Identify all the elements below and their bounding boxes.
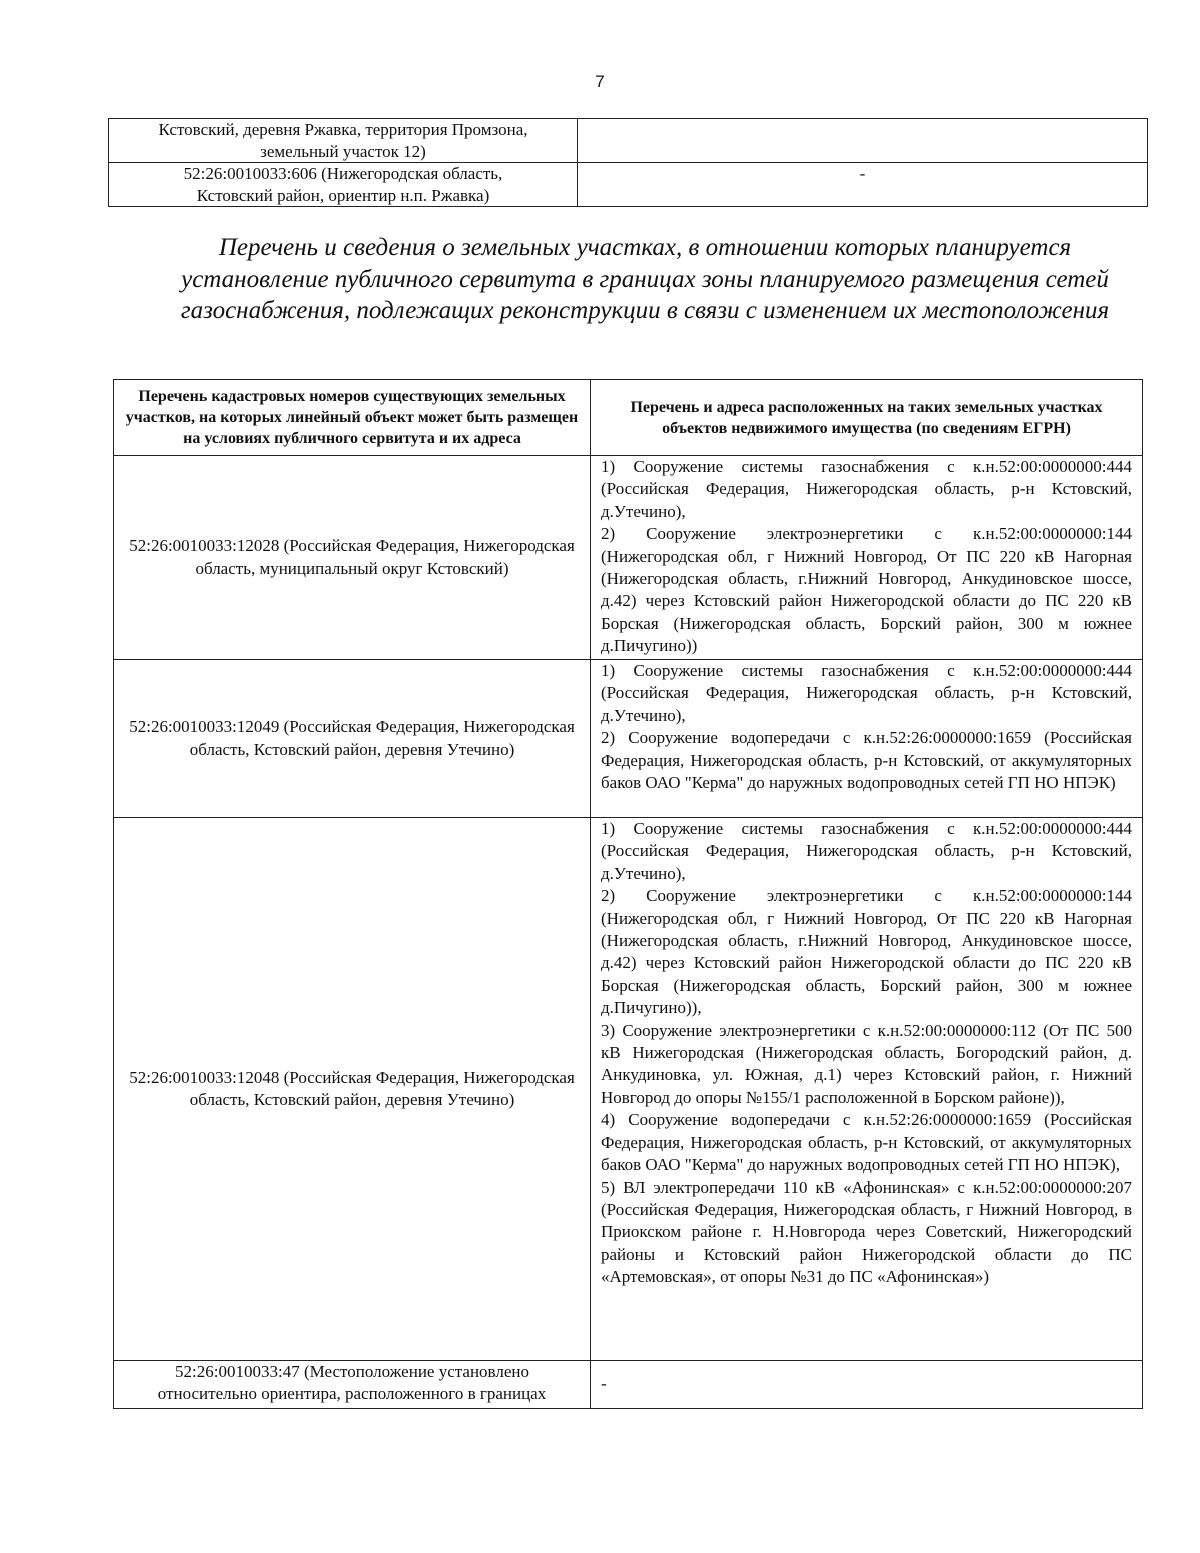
column-header-objects: Перечень и адреса расположенных на таких земельных участках объектов недвижимого имущества (по сведениям ЕГРН) bbox=[591, 380, 1143, 456]
parcel-text-line: земельный участок 12) bbox=[260, 141, 426, 161]
objects-cell: - bbox=[578, 163, 1148, 207]
parcel-cell: 52:26:0010033:12028 (Российская Федерация, Нижегородская область, муниципальный округ Кстовский) bbox=[114, 456, 591, 660]
table-row bbox=[114, 456, 1143, 660]
objects-cell bbox=[591, 660, 1143, 818]
object-item: 1) Сооружение системы газоснабжения с к.н.52:00:0000000:444 (Российская Федерация, Нижегородская область, р-н Кстовский, д.Утечино), bbox=[601, 819, 1132, 883]
objects-cell bbox=[578, 119, 1148, 163]
table-header-row bbox=[114, 380, 1143, 456]
top-continuation-table bbox=[108, 118, 1148, 207]
page-number: 7 bbox=[595, 72, 605, 91]
parcel-text-line: Кстовский район, ориентир н.п. Ржавка) bbox=[196, 185, 490, 205]
objects-cell: - bbox=[591, 1361, 1143, 1409]
object-item: 1) Сооружение системы газоснабжения с к.н.52:00:0000000:444 (Российская Федерация, Нижегородская область, р-н Кстовский, д.Утечино), bbox=[601, 661, 1132, 725]
parcel-cell bbox=[109, 163, 578, 207]
parcel-cell bbox=[109, 119, 578, 163]
object-item: 2) Сооружение электроэнергетики с к.н.52:00:0000000:144 (Нижегородская обл, г Нижний Новгород, От ПС 220 кВ Нагорная (Нижегородская область, г.Нижний Новгород, Анкудиновское шоссе, д.42) через Кстовский район Нижегородской области до ПС 220 кВ Борская (Нижегородская область, Борский район, 300 м южнее д.Пичугино)) bbox=[601, 524, 1132, 656]
object-item: 1) Сооружение системы газоснабжения с к.н.52:00:0000000:444 (Российская Федерация, Нижегородская область, р-н Кстовский, д.Утечино), bbox=[601, 457, 1132, 521]
object-item: 4) Сооружение водопередачи с к.н.52:26:0000000:1659 (Российская Федерация, Нижегородская область, р-н Кстовский, от аккумуляторных баков ОАО "Керма" до наружных водопроводных сетей ГП НО НПЭК), bbox=[601, 1110, 1132, 1175]
object-item: 2) Сооружение электроэнергетики с к.н.52:00:0000000:144 (Нижегородская обл, г Нижний Новгород, От ПС 220 кВ Нагорная (Нижегородская область, г.Нижний Новгород, Анкудиновское шоссе, д.42) через Кстовский район Нижегородской области до ПС 220 кВ Борская (Нижегородская область, Борский район, 300 м южнее д.Пичугино)), bbox=[601, 886, 1132, 1018]
table-row bbox=[114, 660, 1143, 818]
column-header-parcels: Перечень кадастровых номеров существующих земельных участков, на которых линейный объект может быть размещен на условиях публичного сервитута и их адреса bbox=[114, 380, 591, 456]
table-row bbox=[109, 163, 1148, 207]
objects-cell bbox=[591, 456, 1143, 660]
table-row bbox=[109, 119, 1148, 163]
table-row bbox=[114, 1361, 1143, 1409]
parcel-cell: 52:26:0010033:12048 (Российская Федерация, Нижегородская область, Кстовский район, деревня Утечино) bbox=[114, 818, 591, 1361]
object-item: 3) Сооружение электроэнергетики с к.н.52:00:0000000:112 (От ПС 500 кВ Нижегородская (Нижегородская область, Богородский район, д. Анкудиновка, ул. Южная, д.1) через Кстовский район, г. Нижний Новгород до опоры №155/1 расположенной в Борском районе)), bbox=[601, 1020, 1132, 1107]
parcel-text-line: 52:26:0010033:606 (Нижегородская область, bbox=[183, 164, 503, 183]
section-heading: Перечень и сведения о земельных участках, в отношении которых планируется установление публичного сервитута в границах зоны планируемого размещения сетей газоснабжения, подлежащих реконструкции в связи с изменением их местоположения bbox=[180, 234, 1110, 324]
object-item: 5) ВЛ электропередачи 110 кВ «Афонинская» с к.н.52:00:0000000:207 (Российская Федерация, Нижегородская область, г Нижний Новгород, в Приокском районе г. Н.Новгорода через Советский, Нижегородский районы и Кстовский район Нижегородской области до ПС «Артемовская», от опоры №31 до ПС «Афонинская») bbox=[601, 1177, 1132, 1287]
parcel-cell: 52:26:0010033:12049 (Российская Федерация, Нижегородская область, Кстовский район, деревня Утечино) bbox=[114, 660, 591, 818]
parcel-cell: 52:26:0010033:47 (Местоположение установлено относительно ориентира, расположенного в границах bbox=[114, 1361, 591, 1409]
parcel-text-line: Кстовский, деревня Ржавка, территория Промзона, bbox=[158, 120, 528, 139]
objects-cell bbox=[591, 818, 1143, 1361]
easement-parcels-table bbox=[113, 379, 1143, 1409]
object-item: 2) Сооружение водопередачи с к.н.52:26:0000000:1659 (Российская Федерация, Нижегородская область, р-н Кстовский, от аккумуляторных баков ОАО "Керма" до наружных водопроводных сетей ГП НО НПЭК) bbox=[601, 728, 1132, 793]
table-row bbox=[114, 818, 1143, 1361]
